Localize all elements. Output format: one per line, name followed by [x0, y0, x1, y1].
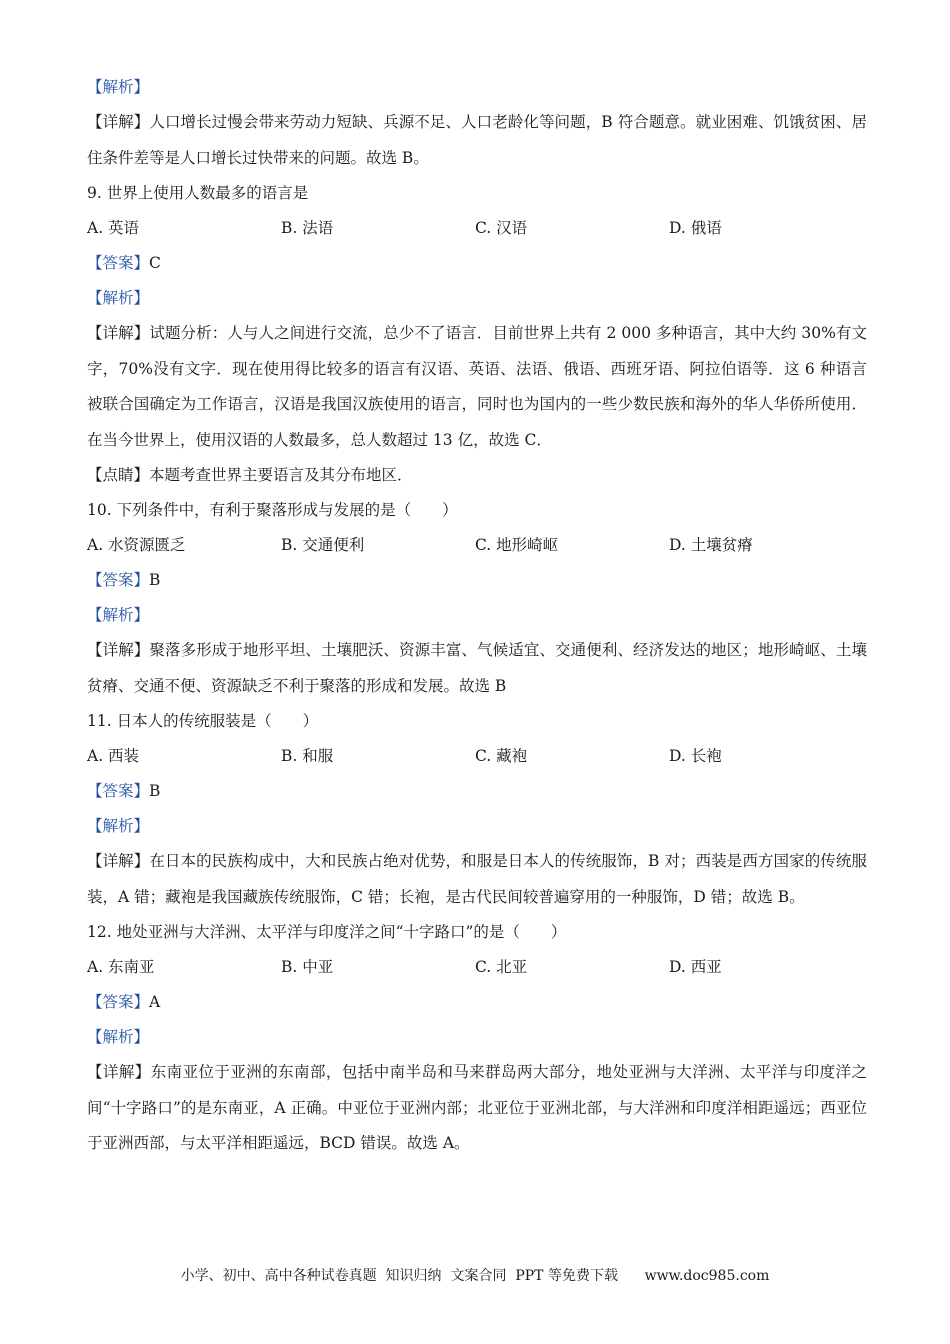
option-d: D. 土壤贫瘠 — [669, 536, 753, 554]
option-b: B. 法语 — [281, 219, 334, 237]
answer-line: 【答案】B — [87, 782, 161, 800]
options-row — [87, 528, 867, 563]
answer-line: 【答案】C — [87, 254, 161, 272]
detail-paragraph: 【详解】东南亚位于亚洲的东南部，包括中南半岛和马来群岛两大部分，地处亚洲与大洋洲、太平洋与印度洋之间“十字路口”的是东南亚，A 正确。中亚位于亚洲内部；北亚位于亚洲北部，与大洋洲和印度洋相距遥远；西亚位于亚洲西部，与太平洋相距遥远，BCD 错误。故选 A。 — [87, 1063, 867, 1152]
answer-line: 【答案】B — [87, 571, 161, 589]
analysis-heading: 【解析】 — [87, 606, 150, 624]
option-c: C. 地形崎岖 — [475, 536, 559, 554]
option-a: A. 英语 — [87, 219, 140, 237]
comment-line: 【点睛】本题考查世界主要语言及其分布地区． — [87, 466, 413, 484]
option-b: B. 中亚 — [281, 958, 334, 976]
option-b: B. 和服 — [281, 747, 334, 765]
option-d: D. 西亚 — [669, 958, 722, 976]
options-row — [87, 950, 867, 985]
detail-paragraph: 【详解】人口增长过慢会带来劳动力短缺、兵源不足、人口老龄化等问题，B 符合题意。就业困难、饥饿贫困、居住条件差等是人口增长过快带来的问题。故选 B。 — [87, 113, 867, 167]
question-stem: 10. 下列条件中，有利于聚落形成与发展的是（ ） — [87, 501, 458, 519]
question-stem: 11. 日本人的传统服装是（ ） — [87, 712, 319, 730]
option-a: A. 水资源匮乏 — [87, 536, 186, 554]
question-stem: 12. 地处亚洲与大洋洲、太平洋与印度洋之间“十字路口”的是（ ） — [87, 923, 567, 941]
option-c: C. 汉语 — [475, 219, 528, 237]
options-row — [87, 739, 867, 774]
detail-paragraph: 【详解】聚落多形成于地形平坦、土壤肥沃、资源丰富、气候适宜、交通便利、经济发达的地区；地形崎岖、土壤贫瘠、交通不便、资源缺乏不利于聚落的形成和发展。故选 B — [87, 641, 867, 695]
footer-link[interactable]: www.doc985.com — [644, 1268, 770, 1284]
question-stem: 9. 世界上使用人数最多的语言是 — [87, 184, 309, 202]
options-row — [87, 211, 867, 246]
option-a: A. 东南亚 — [87, 958, 155, 976]
analysis-heading: 【解析】 — [87, 1028, 150, 1046]
option-c: C. 北亚 — [475, 958, 528, 976]
answer-line: 【答案】A — [87, 993, 161, 1011]
analysis-heading: 【解析】 — [87, 289, 150, 307]
page-footer — [0, 1265, 950, 1285]
analysis-heading: 【解析】 — [87, 817, 150, 835]
document-page — [87, 70, 867, 1162]
option-a: A. 西装 — [87, 747, 140, 765]
option-b: B. 交通便利 — [281, 536, 365, 554]
footer-text: 小学、初中、高中各种试卷真题 知识归纳 文案合同 PPT 等免费下载 — [180, 1268, 618, 1284]
detail-paragraph: 【详解】在日本的民族构成中，大和民族占绝对优势，和服是日本人的传统服饰，B 对；西装是西方国家的传统服装，A 错；藏袍是我国藏族传统服饰，C 错；长袍，是古代民间较普遍穿用的一种服饰，D 错；故选 B。 — [87, 852, 867, 906]
detail-paragraph: 【详解】试题分析：人与人之间进行交流，总少不了语言．目前世界上共有 2 000 多种语言，其中大约 30%有文字，70%没有文字．现在使用得比较多的语言有汉语、英语、法语、俄语、西班牙语、阿拉伯语等．这 6 种语言被联合国确定为工作语言，汉语是我国汉族使用的语言，同时也为国内的一些少数民族和海外的华人华侨所使用．在当今世界上，使用汉语的人数最多，总人数超过 13 亿，故选 C． — [87, 324, 867, 449]
option-d: D. 俄语 — [669, 219, 722, 237]
option-d: D. 长袍 — [669, 747, 722, 765]
analysis-heading: 【解析】 — [87, 78, 150, 96]
option-c: C. 藏袍 — [475, 747, 528, 765]
